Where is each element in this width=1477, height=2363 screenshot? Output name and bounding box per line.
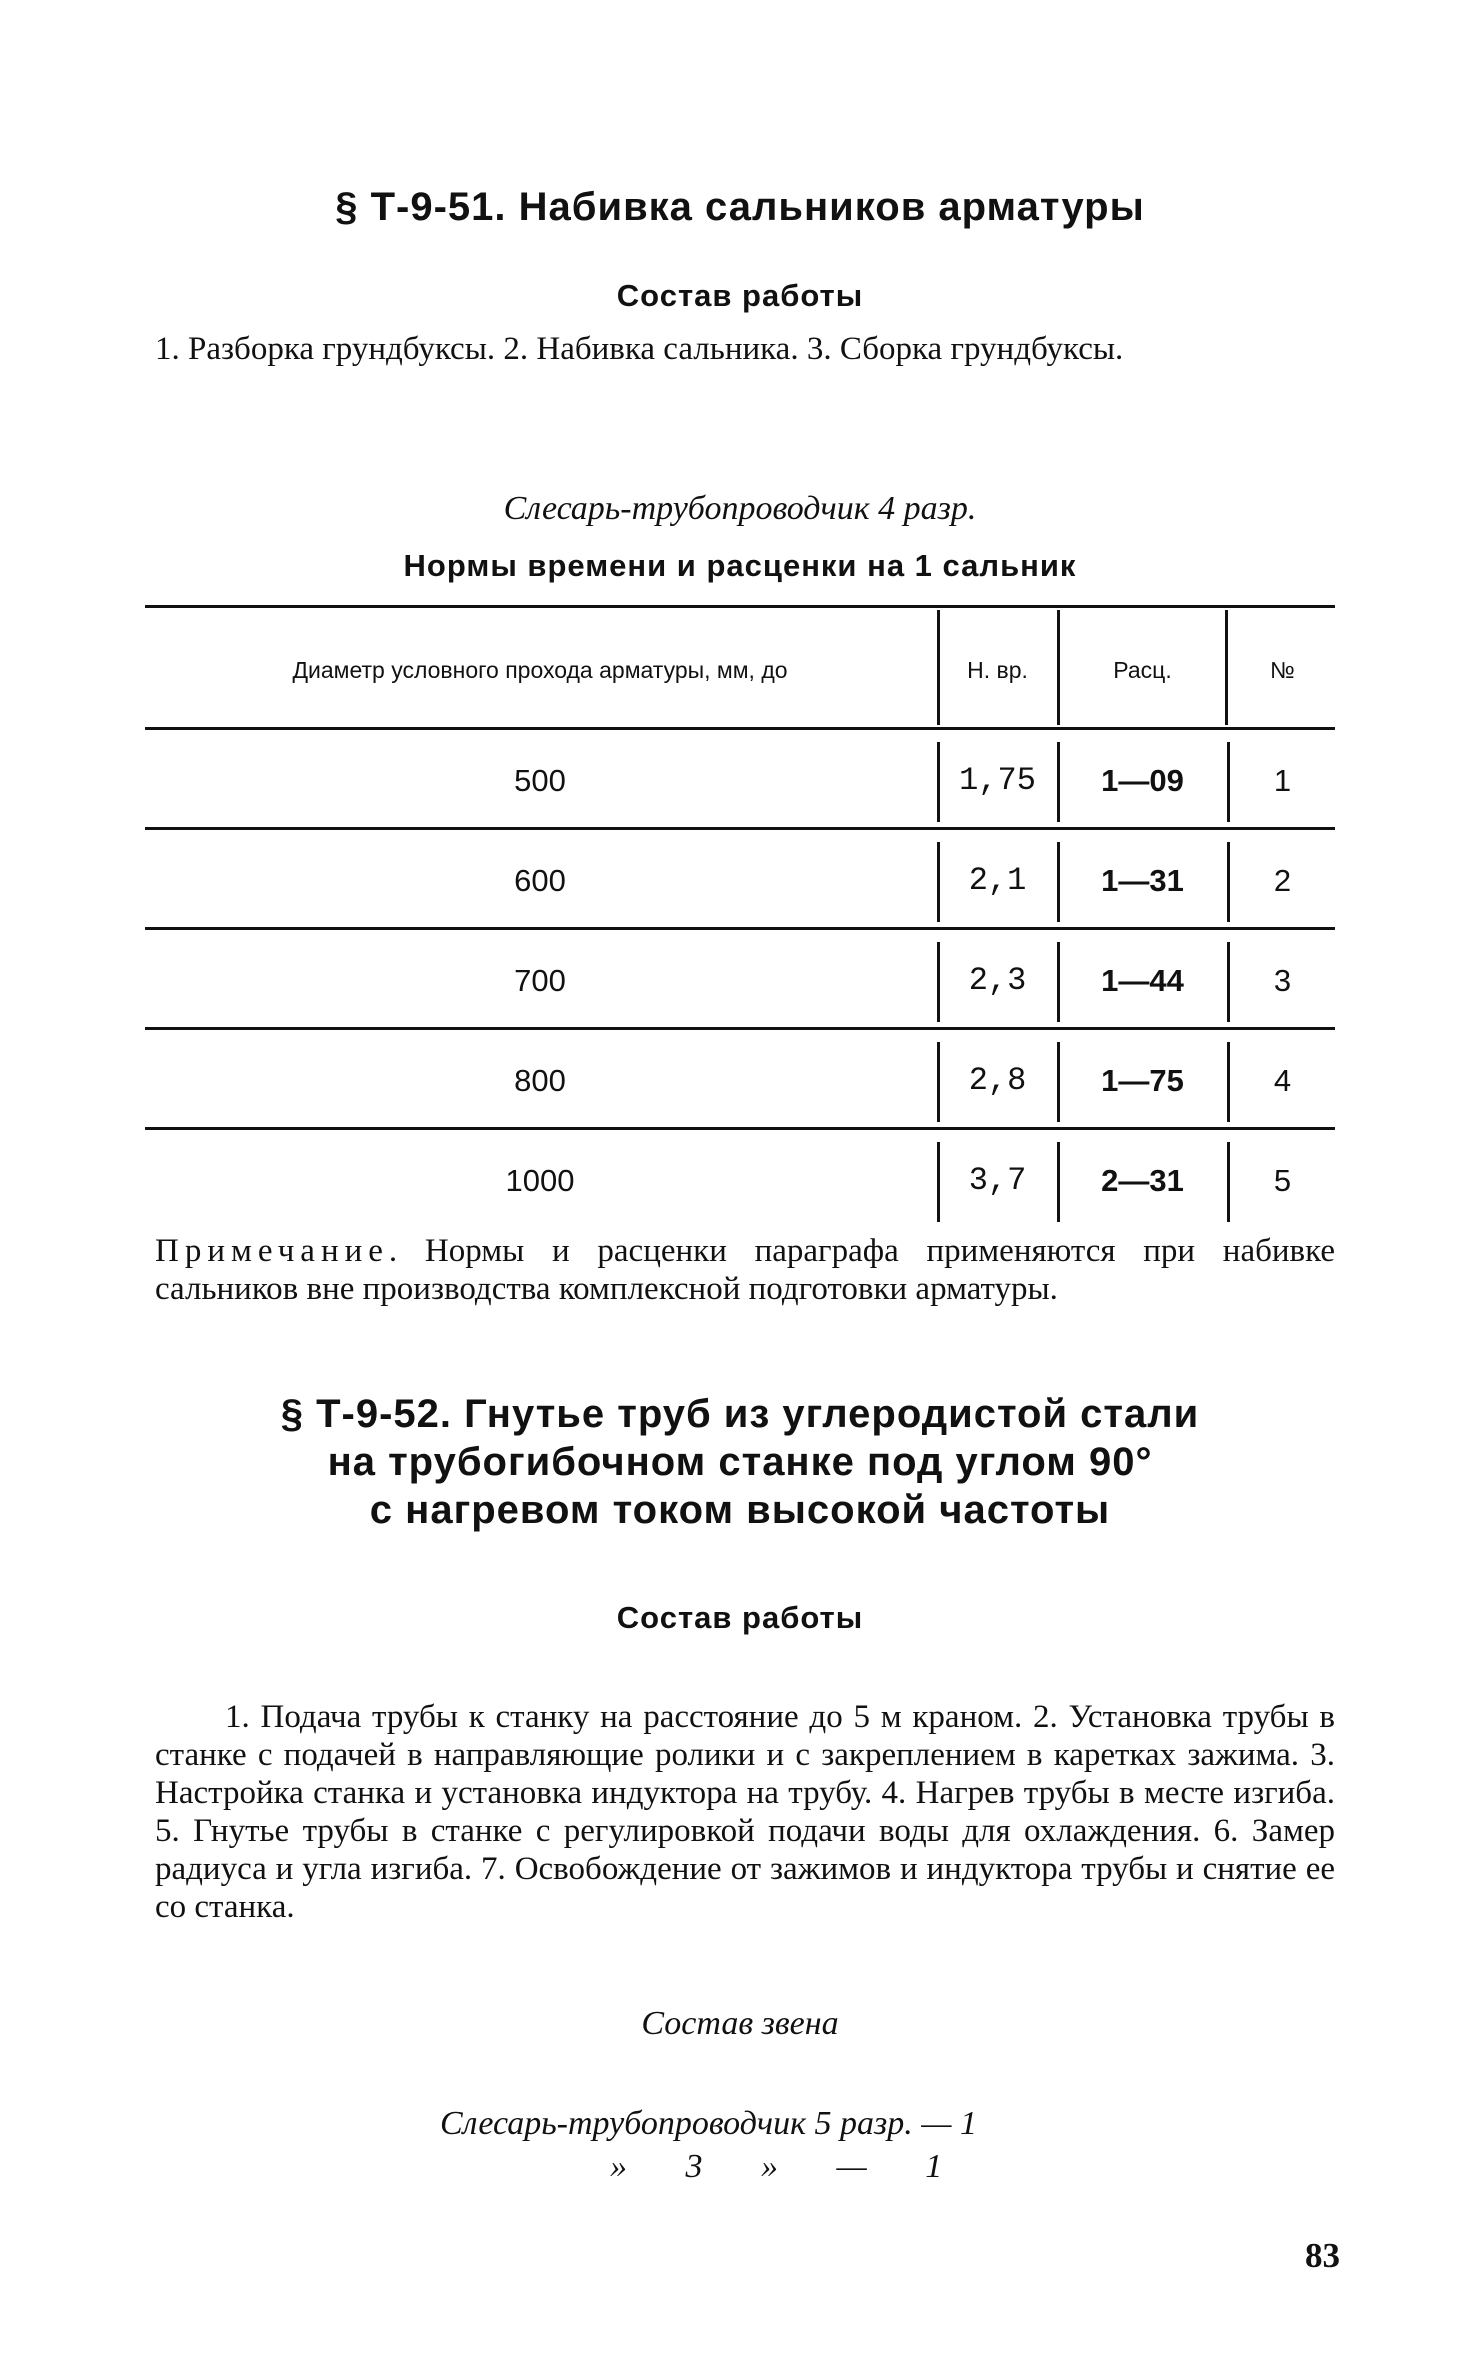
norms-table [145,605,1335,1215]
cell-rate: 1—31 [1101,862,1184,898]
table-header-rule [145,727,1335,730]
cell-diameter: 600 [514,862,566,898]
work-composition-heading: Состав работы [616,278,864,313]
cell-rate: 1—44 [1101,962,1184,998]
cell-time-norm: 2,8 [968,1062,1027,1099]
table-note [155,1232,1335,1308]
cell-rate: 1—09 [1101,762,1184,798]
page-number: 83 [1305,2236,1340,2275]
note-label: Примечание [155,1233,389,1269]
table-row [145,1032,1335,1129]
cell-time-norm: 2,1 [968,862,1027,899]
header-time-norm: Н. вр. [967,656,1028,683]
worker-grade: Слесарь-трубопроводчик 4 разр. [503,490,977,527]
section-title-line: § Т-9-52. Гнутье труб из углеродистой стали [280,1392,1200,1436]
cell-number: 2 [1273,862,1292,898]
cell-diameter: 800 [514,1062,566,1098]
cell-time-norm: 1,75 [959,762,1036,799]
table-row [145,932,1335,1029]
norms-heading: Нормы времени и расценки на 1 сальник [403,548,1077,583]
header-number: № [1270,656,1295,683]
cell-time-norm: 3,7 [968,1162,1027,1199]
cell-diameter: 500 [514,762,566,798]
work-composition-text: 1. Подача трубы к станку на расстояние до 5 м краном. 2. Установка трубы в станке с подачей в направляющие ролики и с закреплением в каретках зажима. 3. Настройка станка и установка индуктора на трубу. 4. Нагрев трубы в месте изгиба. 5. Гнутье трубы в станке с регулировкой подачи воды для охлаждения. 6. Замер радиуса и угла изгиба. 7. Освобождение от зажимов и индуктора трубы и снятие ее со станка. [155,1699,1335,1925]
work-composition-heading: Состав работы [616,1600,864,1635]
cell-time-norm: 2,3 [968,962,1027,999]
cell-number: 1 [1273,762,1292,798]
cell-number: 4 [1273,1062,1292,1098]
cell-diameter: 700 [514,962,566,998]
cell-diameter: 1000 [505,1162,575,1198]
table-row [145,1132,1335,1229]
crew-line: Слесарь-трубопроводчик 5 разр. — 1 [440,2105,978,2142]
column-rule [1057,610,1060,725]
cell-rate: 1—75 [1101,1062,1184,1098]
table-row [145,832,1335,929]
note-text: . Нормы и расценки параграфа применяются при набивке сальников вне производства комплексной подготовки арматуры. [155,1233,1335,1307]
crew-line: » 3 » — 1 [610,2148,943,2185]
cell-number: 5 [1273,1162,1292,1198]
header-diameter: Диаметр условного прохода арматуры, мм, до [292,656,788,683]
table-row [145,732,1335,829]
column-rule [937,610,940,725]
cell-rate: 2—31 [1101,1162,1184,1198]
work-composition-text: 1. Разборка грундбуксы. 2. Набивка сальника. 3. Сборка грундбуксы. [155,331,1124,367]
section-title: § Т-9-51. Набивка сальников арматуры [335,185,1145,229]
section-title-2 [150,1390,1330,1534]
cell-number: 3 [1273,962,1292,998]
crew-heading: Состав звена [641,2005,839,2042]
section-title-line: на трубогибочном станке под углом 90° [327,1440,1153,1484]
section-title-line: с нагревом током высокой частоты [369,1488,1111,1532]
header-rate: Расц. [1113,656,1172,683]
column-rule [1225,610,1228,725]
